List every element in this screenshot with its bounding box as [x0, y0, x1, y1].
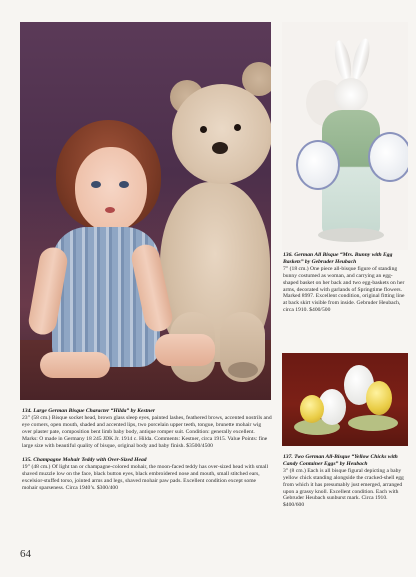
bunny-left-egg-basket: [296, 140, 340, 190]
caption-134: [22, 408, 272, 449]
right-yellow-chick: [366, 381, 392, 415]
caption-136-title: 136. German All Bisque “Mrs. Bunny with Egg Baskets” by Gebruder Heubach: [283, 252, 393, 265]
page-number: 64: [20, 548, 31, 560]
caption-134-body: 23” (58 cm.) Bisque socket head, brown glass sleep eyes, painted lashes, feathered brows, accented nostrils and eye corners, open mouth, shaded and accented lips, two porcelain upper teeth, tongue, brunette mohair wig over plaster pate, composition bent limb baby body, antique romper suit. Condition: generally excellent. Marks: O made in Germany 18 245 JDK Jr. 1914 c. Hilda. Comments: Kestner, circa 1915. Value Points: fine large size with beautiful quality of bisque, original body and baby finish. $3500/4500: [22, 414, 272, 449]
bear-left-eye: [200, 126, 207, 133]
doll-left-leg: [40, 352, 110, 378]
chick-right-base: [348, 415, 398, 431]
caption-135-title: 135. Champagne Mohair Teddy with Over-Sized Head: [22, 457, 147, 463]
bear-paw: [228, 362, 258, 378]
doll-face: [75, 147, 147, 232]
doll-right-eye: [119, 181, 129, 188]
bear-nose: [212, 142, 228, 154]
bunny-right-ear: [349, 37, 373, 81]
left-yellow-chick: [300, 395, 324, 423]
chicks-figurine-photo: [282, 353, 408, 446]
caption-136-body: 7” (18 cm.) One piece all-bisque figure of standing bunny costumed as woman, and carrying an egg-shaped basket on her back and two egg-baskets on her arms, decorated with garlands of Springtime flowers. Marked 8997. Excellent condition, original fitting line at back skirt visible from inside. Gebruder Heubach, circa 1910. $400/500: [283, 265, 405, 314]
bunny-base: [318, 228, 384, 242]
bunny-left-ear: [332, 39, 354, 83]
doll-left-eye: [91, 181, 101, 188]
caption-134-title: 134. Large German Bisque Character “Hilda” by Kestner: [22, 408, 156, 414]
bear-right-leg: [220, 312, 265, 382]
caption-135-body: 19” (48 cm.) Of light tan or champagne-colored mohair, the moon-faced teddy has over-sized head with small shaved muzzle low on the face, black button eyes, black embroidered nose and mouth, small stitched ears, excelsior-stuffed torso, jointed arms and legs, shaved mohair paw pads. Excellent condition except some mohair sparseness. Circa 1940’s. $300/400: [22, 463, 269, 491]
caption-137-body: 3” (8 cm.) Each is all bisque figural depicting a baby yellow chick standing alongside the cracked-shell egg from which it has presumably just emerged, arranged upon a grassy knoll. Excellent condition. Each with Gebruder Heubach sunburst mark. Circa 1910. $400/600: [283, 467, 404, 509]
bunny-right-egg-basket: [368, 132, 408, 182]
bunny-head: [334, 78, 368, 112]
caption-137: [283, 454, 408, 509]
doll-mouth: [105, 207, 115, 213]
bunny-figurine-photo: [282, 22, 408, 250]
doll-right-leg: [155, 334, 215, 366]
caption-135: [22, 457, 272, 492]
caption-137-title: 137. Two German All-Bisque “Yellow Chicks with Candy Container Eggs” by Heubach: [283, 454, 398, 467]
caption-136: [283, 252, 408, 314]
bear-head: [172, 84, 271, 184]
bear-right-eye: [234, 124, 241, 131]
doll-and-bear-photo: [20, 22, 271, 400]
